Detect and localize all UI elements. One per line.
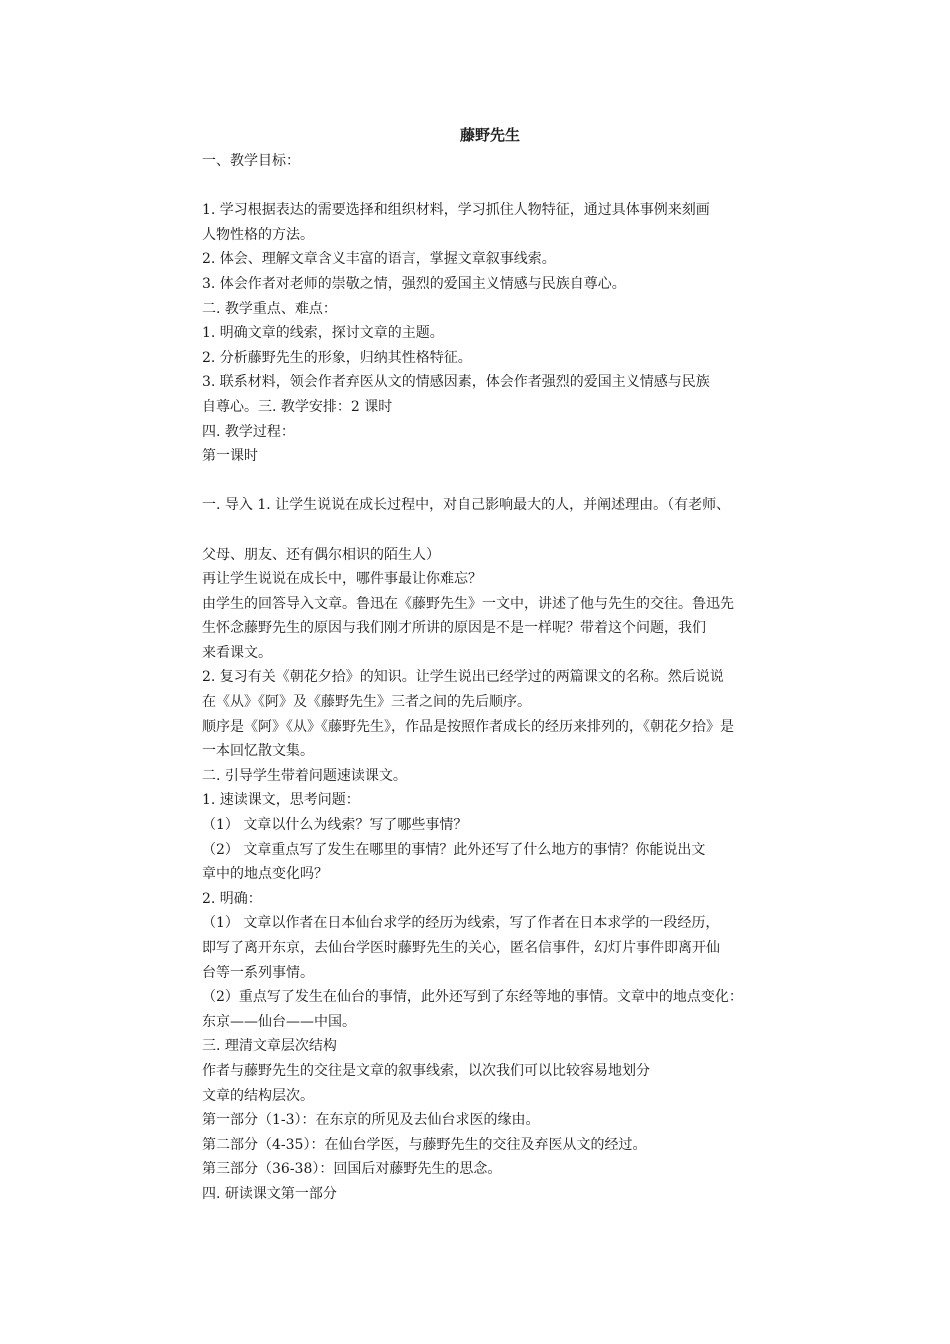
text-line: （2）重点写了发生在仙台的事情，此外还写到了东经等地的事情。文章中的地点变化： — [202, 989, 743, 1006]
text-line: 1. 速读课文，思考问题： — [202, 792, 360, 809]
text-line: 二. 教学重点、难点： — [202, 300, 337, 317]
text-line: 即写了离开东京，去仙台学医时藤野先生的关心，匿名信事件，幻灯片事件即离开仙 — [202, 940, 720, 956]
text-line: 东京——仙台——中国。 — [202, 1013, 356, 1030]
text-line: 再让学生说说在成长中，哪件事最让你难忘？ — [202, 571, 482, 588]
text-line: 一. 导入 1. 让学生说说在成长过程中，对自己影响最大的人，并阐述理由。（有老师、 — [202, 497, 731, 514]
text-line: 章中的地点变化吗？ — [202, 866, 328, 883]
text-line: 作者与藤野先生的交往是文章的叙事线索，以次我们可以比较容易地划分 — [202, 1062, 650, 1079]
text-line: （1） 文章以作者在日本仙台求学的经历为线索，写了作者在日本求学的一段经历， — [202, 915, 720, 932]
text-line: 3. 联系材料，领会作者弃医从文的情感因素，体会作者强烈的爱国主义情感与民族 — [202, 374, 710, 391]
text-line: 三. 理清文章层次结构 — [202, 1038, 337, 1055]
text-line: 四. 教学过程： — [202, 423, 295, 440]
document-title: 藤野先生 — [459, 126, 520, 144]
blank-line — [202, 174, 814, 199]
blank-line — [202, 518, 814, 543]
text-line: 二. 引导学生带着问题速读课文。 — [202, 767, 407, 784]
text-line: 第三部分（36-38）：回国后对藤野先生的思念。 — [202, 1161, 502, 1178]
text-line: 1. 明确文章的线索，探讨文章的主题。 — [202, 325, 444, 342]
text-line: 一本回忆散文集。 — [202, 743, 314, 760]
text-line: 生怀念藤野先生的原因与我们刚才所讲的原因是不是一样呢？带着这个问题，我们 — [202, 620, 706, 637]
text-line: 由学生的回答导入文章。鲁迅在《藤野先生》一文中，讲述了他与先生的交往。鲁迅先 — [202, 595, 734, 612]
text-line: 第一课时 — [202, 448, 258, 465]
blank-line — [202, 469, 814, 494]
text-line: 2. 体会、理解文章含义丰富的语言，掌握文章叙事线索。 — [202, 251, 556, 268]
text-line: 在《从》《阿》及《藤野先生》三者之间的先后顺序。 — [202, 694, 531, 711]
text-line: 2. 复习有关《朝花夕拾》的知识。让学生说出已经学过的两篇课文的名称。然后说说 — [202, 669, 724, 686]
text-line: 自尊心。三. 教学安排：2 课时 — [202, 398, 393, 415]
text-line: 一、教学目标： — [202, 153, 300, 169]
text-line: 父母、朋友、还有偶尔相识的陌生人） — [202, 546, 440, 563]
text-line: （2） 文章重点写了发生在哪里的事情？此外还写了什么地方的事情？你能说出文 — [202, 841, 706, 858]
text-line: 第一部分（1-3）：在东京的所见及去仙台求医的缘由。 — [202, 1112, 540, 1129]
text-line: 文章的结构层次。 — [202, 1087, 314, 1104]
text-line: 2. 明确： — [202, 890, 262, 907]
text-line: 1. 学习根据表达的需要选择和组织材料，学习抓住人物特征，通过具体事例来刻画 — [202, 202, 710, 219]
text-line: 来看课文。 — [202, 644, 272, 661]
text-line: 台等一系列事情。 — [202, 964, 314, 981]
text-line: 顺序是《阿》《从》《藤野先生》，作品是按照作者成长的经历来排列的，《朝花夕拾》是 — [202, 718, 734, 735]
text-line: 2. 分析藤野先生的形象，归纳其性格特征。 — [202, 349, 472, 366]
text-line: 3. 体会作者对老师的崇敬之情，强烈的爱国主义情感与民族自尊心。 — [202, 275, 626, 292]
text-line: 四. 研读课文第一部分 — [202, 1185, 337, 1202]
text-line: 第二部分（4-35）：在仙台学医，与藤野先生的交往及弃医从文的经过。 — [202, 1136, 647, 1153]
text-line: （1） 文章以什么为线索？写了哪些事情？ — [202, 817, 468, 834]
text-line: 人物性格的方法。 — [202, 226, 314, 243]
document-body — [202, 149, 814, 1207]
